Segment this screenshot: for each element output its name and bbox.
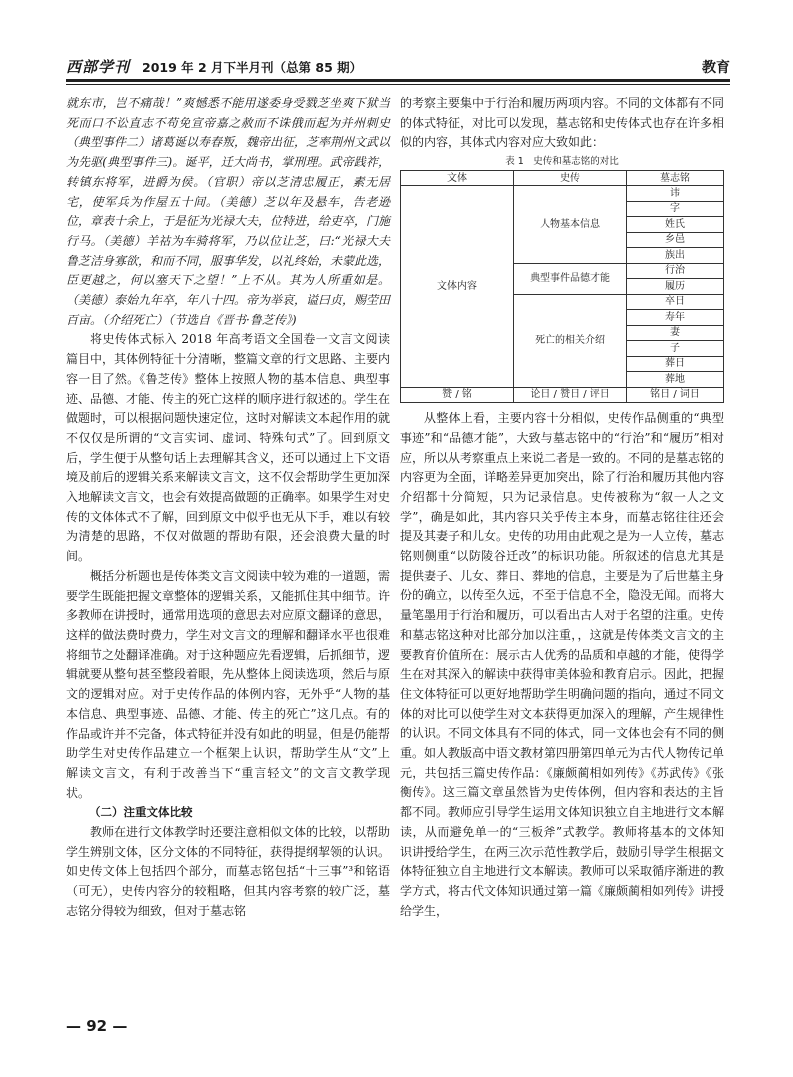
journal-logo: 西部学刊 <box>66 58 131 76</box>
row-label-cell: 文体内容 <box>401 186 514 388</box>
item-cell: 寿年 <box>627 310 724 326</box>
subheading: （二）注重文体比较 <box>89 805 193 820</box>
group-label-cell: 死亡的相关介绍 <box>514 294 627 387</box>
quoted-text: 就东市，岂不痛哉！”爽憾悉不能用遂委身受戮芝坐爽下狱当死而口不讼直志不苟免宣帝嘉之赦而不诛俄而起为并州刺史（典型事件二）诸葛诞以寿春叛，魏帝出征，芝率荆州文武以为先驱(典型事件三)。诞平，迁大尚书，掌刑理。武帝践祚，转镇东将军，进爵为侯。（官职）帝以芝清忠履正，素无居宅，使军兵为作屋五十间。（美德）芝以年及悬车，告老逊位，章表十余上，于是征为光禄大夫，位特进，给吏卒，门施行马。（美德）羊祜为车骑将军，乃以位让芝，曰:“光禄大夫鲁芝洁身寡欲，和而不同，服事华发，以礼终始，未蒙此选，臣更越之，何以塞天下之望！”上不从。其为人所重如是。（美德）泰始九年卒，年八十四。帝为举哀，谥曰贞，赐茔田百亩。（介绍死亡）（节选自《晋书·鲁芝传》) <box>66 96 391 327</box>
group-label-cell: 人物基本信息 <box>514 186 627 264</box>
page-header <box>66 56 730 78</box>
paragraph: 将史传体式标入 2018 年高考语文全国卷一文言文阅读篇目中，其体例特征十分清晰，整篇文章的行文思路、主要内容一目了然。《鲁芝传》整体上按照人物的基本信息、典型事迹、品德、才能、传主的死亡这样的顺序进行叙述的。学生在做题时，可以根据问题快速定位，这时对解读文本起作用的就不仅仅是所谓的“文言实词、虚词、特殊句式”了。回到原文后，学生便于从整句话上去理解其含义，还可以通过上下文语境及前后的逻辑关系来解读文言文，这不仅会帮助学生更加深入地解读文言文，也会有效提高做题的正确率。如果学生对史传的文体体式不了解，回到原文中似乎也无从下手，难以有较为清楚的思路，不仅对做题的帮助有限，还会浪费大量的时间。 <box>66 332 391 564</box>
table-header-cell: 墓志铭 <box>627 171 724 186</box>
group-label-cell: 典型事件品德才能 <box>514 263 627 294</box>
paragraph: 概括分析题也是传体类文言文阅读中较为难的一道题，需要学生既能把握文章整体的逻辑关系，又能抓住其中细节。许多教师在讲授时，通常用选项的意思去对应原文翻译的意思，这样的做法费时费力，学生对文言文的理解和翻译水平也很难将细节之处翻译准确。对于这种题应先看逻辑，后抓细节，逻辑就要从整句甚至整段着眼，先从整体上阅读选项，然后与原文的逻辑对应。对于史传作品的体例内容，无外乎“人物的基本信息、典型事迹、品德、才能、传主的死亡”这几点。有的作品或许并不完备，体式特征并没有如此的明显，但是仍能帮助学生对史传作品建立一个框架上认识，帮助学生从“文”上解读文言文，有利于改善当下“重言轻文”的文言文教学现状。 <box>66 568 391 800</box>
header-rule-thin <box>66 84 730 85</box>
footer-cell: 论日 / 赞日 / 评日 <box>514 387 627 403</box>
paragraph: 的考察主要集中于行治和履历两项内容。不同的文体都有不同的体式特征，对比可以发现，墓志铭和史传体式也存在许多相似的内容，其体式内容对应大致如此： <box>400 96 725 150</box>
issue-info: 2019 年 2 月下半月刊（总第 85 期） <box>142 60 363 75</box>
paragraph: 教师在进行文体教学时还要注意相似文体的比较，以帮助学生辨别文体，区分文体的不同特征，获得提纲挈领的认识。如史传文体上包括四个部分，而墓志铭包括“十三事”³和铭语（可无），史传内容分的较粗略，但其内容考察的较广泛，墓志铭分得较为细致，但对于墓志铭 <box>66 825 391 918</box>
table-header-row <box>401 171 724 186</box>
item-cell: 字 <box>627 201 724 217</box>
table-caption: 表 1 史传和墓志铭的对比 <box>505 156 619 168</box>
item-cell: 葬日 <box>627 356 724 372</box>
item-cell: 妻 <box>627 325 724 341</box>
paragraph: 从整体上看，主要内容十分相似，史传作品侧重的“典型事迹”和“品德才能”，大致与墓志铭中的“行治”和“履历”相对应，所以从考察重点上来说二者是一致的。不同的是墓志铭的内容更为全面，详略差异更加突出，除了行治和履历其他内容介绍都十分简短，只为记录信息。史传被称为“叙一人之文学”，确是如此，其内容只关乎传主本身，而墓志铭往往还会提及其妻子和儿女。史传的功用由此观之是为一人立传，墓志铭则侧重“以防陵谷迁改”的标识功能。所叙述的信息尤其是提供妻子、儿女、葬日、葬地的信息，主要是为了后世墓主身份的确立，以传至久远，不至于信息不全，隐没无闻。而将大量笔墨用于行治和履历，可以看出古人对于名望的注重。史传和墓志铭这种对比部分加以注重，，这就是传体类文言文的主要教育价值所在：展示古人优秀的品质和卓越的才能，使得学生在对其深入的解读中获得审美体验和教育启示。因此，把握住文体特征可以更好地帮助学生明确问题的指向，通过不同文体的对比可以使学生对文本获得更加深入的理解，产生规律性的认识。不同文体具有不同的体式，同一文体也会有不同的侧重。如人教版高中语文教材第四册第四单元为古代人物传记单元，共包括三篇史传作品：《廉颇蔺相如列传》《苏武传》《张衡传》。这三篇文章虽然皆为史传体例，但内容和表达的主旨都不同。教师应引导学生运用文体知识独立自主地进行文本解读，从而避免单一的“三板斧”式教学。教师将基本的文体知识讲授给学生，在两三次示范性教学后，鼓励引导学生根据文体特征独立自主地进行文本解读。教师可以采取循序渐进的教学方式，将古代文体知识通过第一篇《廉颇蔺相如列传》讲授给学生， <box>400 411 725 918</box>
table-row <box>401 186 724 202</box>
section-title: 教育 <box>702 60 730 76</box>
footer-cell: 赞 / 铭 <box>401 387 514 403</box>
item-cell: 族出 <box>627 248 724 264</box>
header-rule-thick <box>66 79 730 82</box>
comparison-table <box>400 170 724 403</box>
item-cell: 讳 <box>627 186 724 202</box>
left-column <box>66 94 390 922</box>
item-cell: 行治 <box>627 263 724 279</box>
item-cell: 子 <box>627 341 724 357</box>
page-number: — 92 — <box>66 1017 128 1035</box>
table-header-cell: 文体 <box>401 171 514 186</box>
item-cell: 履历 <box>627 279 724 295</box>
item-cell: 乡邑 <box>627 232 724 248</box>
table-header-cell: 史传 <box>514 171 627 186</box>
footer-cell: 铭日 / 词日 <box>627 387 724 403</box>
item-cell: 卒日 <box>627 294 724 310</box>
table-footer-row <box>401 387 724 403</box>
item-cell: 葬地 <box>627 372 724 388</box>
right-column <box>400 94 724 921</box>
item-cell: 姓氏 <box>627 217 724 233</box>
